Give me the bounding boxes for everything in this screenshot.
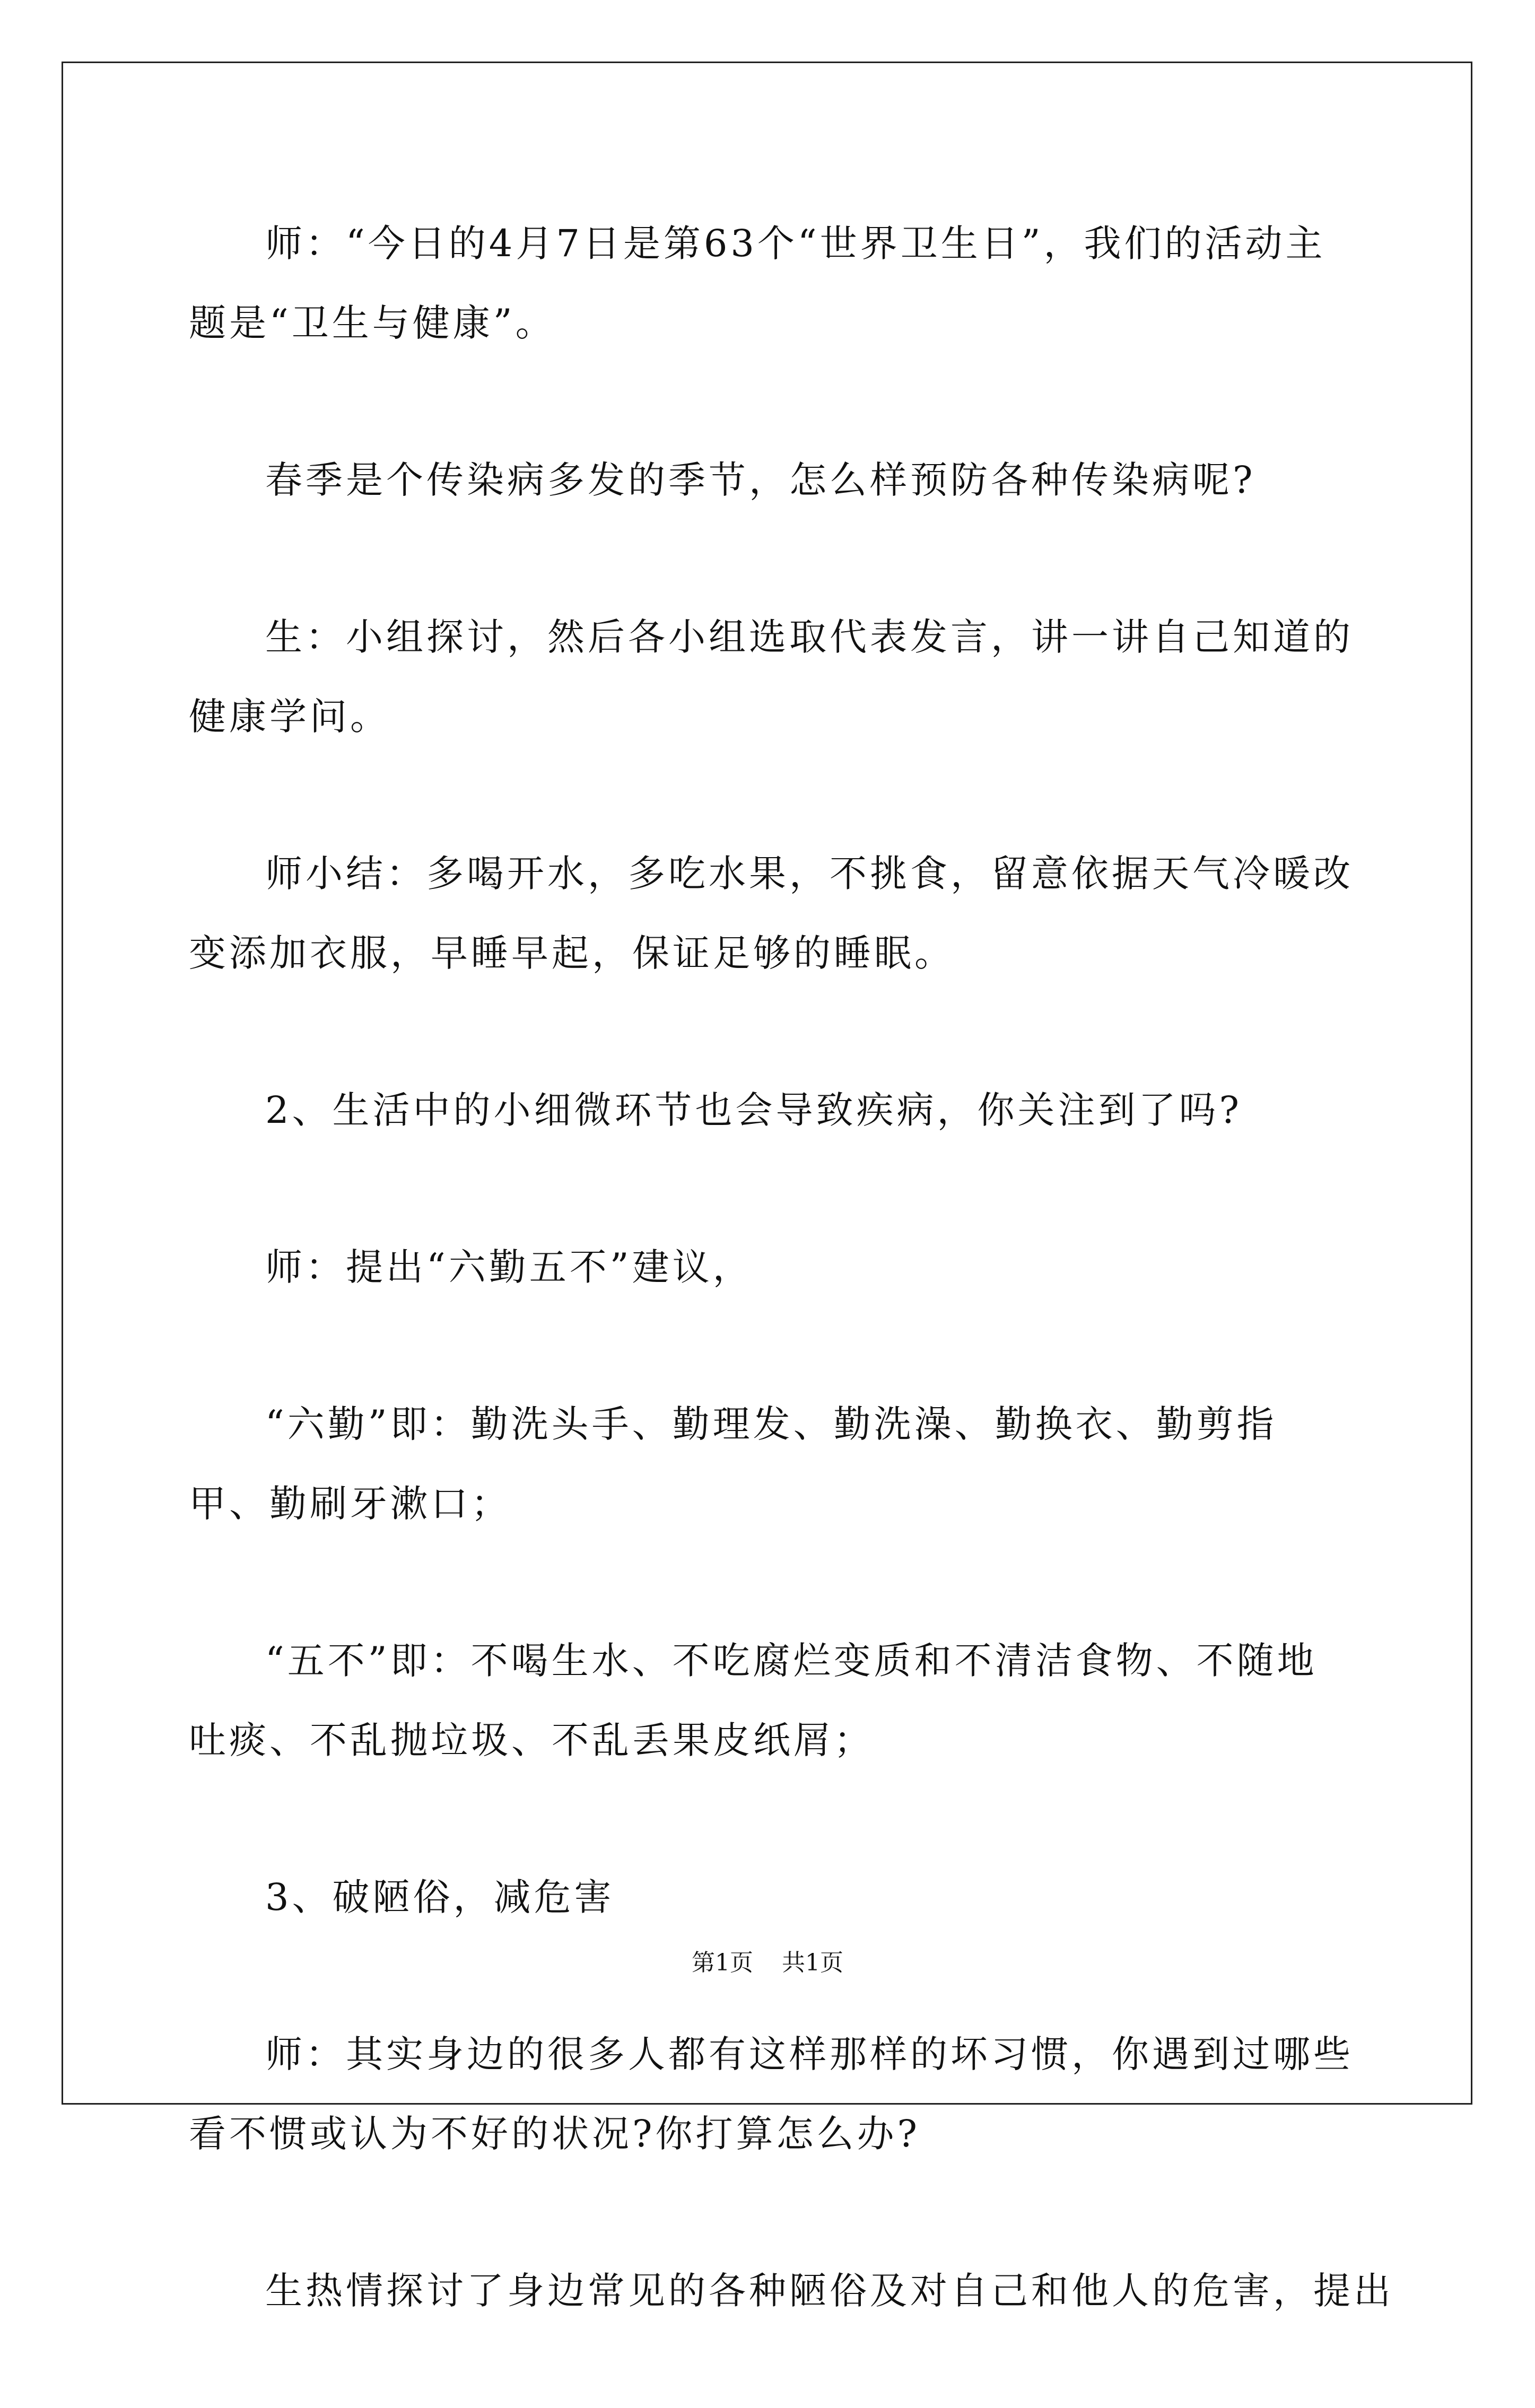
paragraph-5: 2、生活中的小细微环节也会导致疾病，你关注到了吗? (265, 1088, 1243, 1132)
page-number: 第1页 (692, 1949, 753, 1976)
paragraph-1: 师：“今日的4月7日是第63个“世界卫生日”，我们的活动主题是“卫生与健康”。 (189, 222, 1326, 345)
paragraph-6: 师：提出“六勤五不”建议， (265, 1245, 753, 1289)
paragraph-7: “六勤”即：勤洗头手、勤理发、勤洗澡、勤换衣、勤剪指甲、勤刷牙漱口； (189, 1402, 1277, 1525)
page-total: 共1页 (782, 1949, 843, 1976)
paragraph-11: 生热情探讨了身边常见的各种陋俗及对自己和他人的危害，提出 (265, 2269, 1394, 2313)
paragraph-2: 春季是个传染病多发的季节，怎么样预防各种传染病呢? (265, 458, 1256, 502)
paragraph-9: 3、破陋俗，减危害 (265, 1875, 615, 1919)
paragraph-4: 师小结：多喝开水，多吃水果，不挑食，留意依据天气冷暖改变添加衣服，早睡早起，保证足够的睡眠。 (189, 852, 1354, 975)
document-body (189, 204, 1394, 2408)
paragraph-8: “五不”即：不喝生水、不吃腐烂变质和不清洁食物、不随地吐痰、不乱抛垃圾、不乱丢果皮纸屑； (189, 1639, 1318, 1762)
paragraph-10: 师：其实身边的很多人都有这样那样的坏习惯，你遇到过哪些看不惯或认为不好的状况?你打算怎么办? (189, 2032, 1354, 2156)
paragraph-3: 生：小组探讨，然后各小组选取代表发言，讲一讲自己知道的健康学问。 (189, 615, 1354, 738)
page-footer (0, 1943, 1535, 1977)
